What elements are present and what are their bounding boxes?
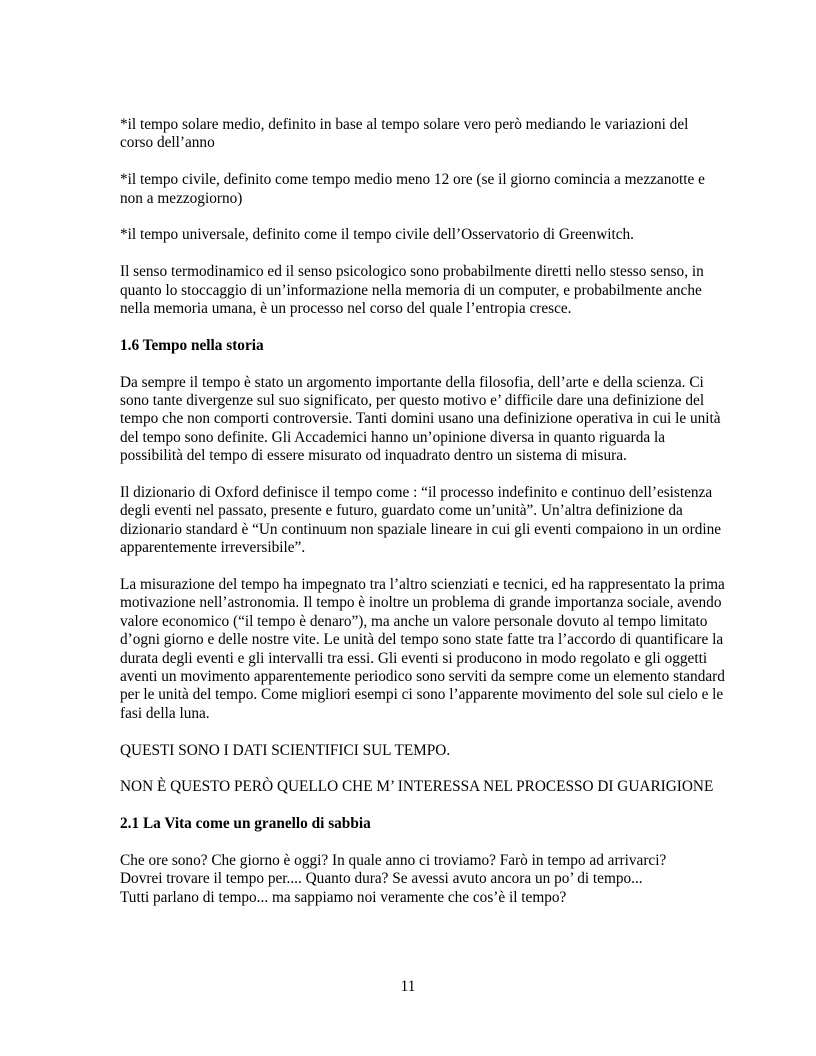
page-body xyxy=(120,116,725,926)
paragraph-questions xyxy=(120,852,725,907)
paragraph-scientific-data: QUESTI SONO I DATI SCIENTIFICI SUL TEMPO. xyxy=(120,741,451,759)
section-heading-1-6: 1.6 Tempo nella storia xyxy=(120,336,264,354)
question-line: Che ore sono? Che giorno è oggi? In quale anno ci troviamo? Farò in tempo ad arrivarci? xyxy=(120,852,667,870)
paragraph-time-measurement: La misurazione del tempo ha impegnato tra l’altro scienziati e tecnici, ed ha rappresentato la prima motivazione nell’astronomia. Il tempo è inoltre un problema di grande importanza sociale, avendo valore economico (“il tempo è denaro”), ma anche un valore personale dovuto al tempo limitato d’ogni giorno e delle nostre vite. Le unità del tempo sono state fatte tra l’accordo di quantificare la durata degli eventi e gli intervalli tra essi. Gli eventi si producono in modo regolato e gli oggetti aventi un movimento apparentemente periodico sono serviti da sempre come un elemento standard per le unità del tempo. Come migliori esempi ci sono l’apparente movimento del sole sul cielo e le fasi della luna. xyxy=(120,576,725,722)
paragraph-thermodynamic-sense: Il senso termodinamico ed il senso psicologico sono probabilmente diretti nello stesso senso, in quanto lo stoccaggio di un’informazione nella memoria di un computer, e probabilmente anche nella memoria umana, è un processo nel corso del quale l’entropia cresce. xyxy=(120,263,704,318)
paragraph-civil-time: *il tempo civile, definito come tempo medio meno 12 ore (se il giorno comincia a mezzanotte e non a mezzogiorno) xyxy=(120,171,705,207)
paragraph-universal-time: *il tempo universale, definito come il tempo civile dell’Osservatorio di Greenwitch. xyxy=(120,226,634,244)
paragraph-history-intro: Da sempre il tempo è stato un argomento importante della filosofia, dell’arte e della scienza. Ci sono tante divergenze sul suo significato, per questo motivo e’ difficile dare una definizione del tempo che non comporti controversie. Tanti domini usano una definizione operativa in cui le unità del tempo sono definite. Gli Accademici hanno un’opinione diversa in quanto riguarda la possibilità del tempo di essere misurato od inquadrato dentro un sistema di misura. xyxy=(120,373,721,465)
question-line: Tutti parlano di tempo... ma sappiamo noi veramente che cos’è il tempo? xyxy=(120,888,567,906)
page-number: 11 xyxy=(400,978,416,995)
paragraph-oxford-definition: Il dizionario di Oxford definisce il tempo come : “il processo indefinito e continuo dell’esistenza degli eventi nel passato, presente e futuro, guardato come un’unità”. Un’altra definizione da dizionario standard è “Un continuum non spaziale lineare in cui gli eventi compaiono in un ordine apparentemente irreversibile”. xyxy=(120,484,722,557)
paragraph-solar-time: *il tempo solare medio, definito in base al tempo solare vero però mediando le variazioni del corso dell’anno xyxy=(120,116,689,152)
paragraph-healing-process: NON È QUESTO PERÒ QUELLO CHE M’ INTERESSA NEL PROCESSO DI GUARIGIONE xyxy=(120,778,714,796)
question-line: Dovrei trovare il tempo per.... Quanto dura? Se avessi avuto ancora un po’ di tempo... xyxy=(120,870,643,888)
section-heading-2-1: 2.1 La Vita come un granello di sabbia xyxy=(120,815,371,833)
